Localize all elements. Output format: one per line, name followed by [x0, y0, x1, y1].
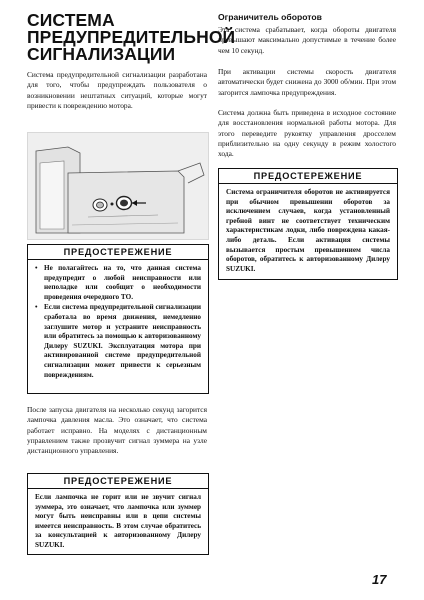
warning-box-rpm-limiter: [218, 168, 398, 280]
section-title: [27, 10, 236, 64]
page-number: 17: [372, 572, 387, 587]
rpm-limiter-paragraph-2: При активации системы скорость двигателя автоматически будет снижена до 3000 об/мин. При этом загорится лампочка предупреждения.: [218, 67, 396, 97]
warning-title: ПРЕДОСТЕРЕЖЕНИЕ: [28, 474, 208, 489]
section-title-line: СИСТЕМА: [27, 10, 115, 30]
warning-title: ПРЕДОСТЕРЕЖЕНИЕ: [219, 169, 397, 184]
engine-panel-drawing: [28, 133, 208, 239]
warning-box-lamp: [27, 473, 209, 555]
rpm-limiter-paragraph-3: Система должна быть приведена в исходное состояние для восстановления нормальной работы мотора. Для этого переведите рукоятку управления дросселем приблизительно на одну секунду в режим холостого хода.: [218, 108, 396, 159]
section-title-line: ПРЕДУПРЕДИТЕЛЬНОЙ: [27, 27, 236, 47]
subsection-title: Ограничитель оборотов: [218, 12, 322, 22]
warning-lamp-illustration: [27, 132, 209, 240]
warning-box-reliability: [27, 244, 209, 394]
warning-list: [35, 264, 201, 380]
warning-list-item: • Если система предупредительной сигнализации сработала во время движения, немедленно заглушите мотор и устраните неисправность или обратитесь за помощью к авторизованному Дилеру SUZUKI. Эксплуатация мотора при активированной системе предупредительной сигнализации может привести к серьезным повреждениям.: [35, 303, 201, 379]
warning-title: ПРЕДОСТЕРЕЖЕНИЕ: [28, 245, 208, 260]
after-start-paragraph: После запуска двигателя на несколько секунд загорится лампочка давления масла. Это означает, что система работает исправно. На моделях с дистанционным управлением также прозвучит сигнал зуммера на узле дистанционного управления.: [27, 405, 207, 456]
warning-text: Система ограничителя оборотов не активируется при обычном превышении оборотов за исключением случаев, когда установленный гребной винт не соответствует техническим характеристикам лодки, либо повреждена какая-либо деталь. Если активация системы вызывается простым превышением числа оборотов, обратитесь к авторизованному Дилеру SUZUKI.: [226, 188, 390, 273]
rpm-limiter-paragraph-1: Эта система срабатывает, когда обороты двигателя превышают максимально допустимые в течение более чем 10 секунд.: [218, 25, 396, 55]
warning-text: Если лампочка не горит или не звучит сигнал зуммера, это означает, что лампочка или зуммер могут быть неисправны или в цепи системы имеется неисправность. В этом случае обратитесь за консультацией к авторизованному Дилеру SUZUKI.: [35, 493, 201, 549]
warning-list-item: • Не полагайтесь на то, что данная система предупредит о любой неисправности или неполадке или сообщит о необходимости проведения очередного ТО.: [35, 264, 201, 301]
intro-paragraph: Система предупредительной сигнализации разработана для того, чтобы предупреждать пользователя о возникновении нештатных ситуаций, которые могут привести к повреждению мотора.: [27, 70, 207, 110]
section-title-line: СИГНАЛИЗАЦИИ: [27, 44, 176, 64]
